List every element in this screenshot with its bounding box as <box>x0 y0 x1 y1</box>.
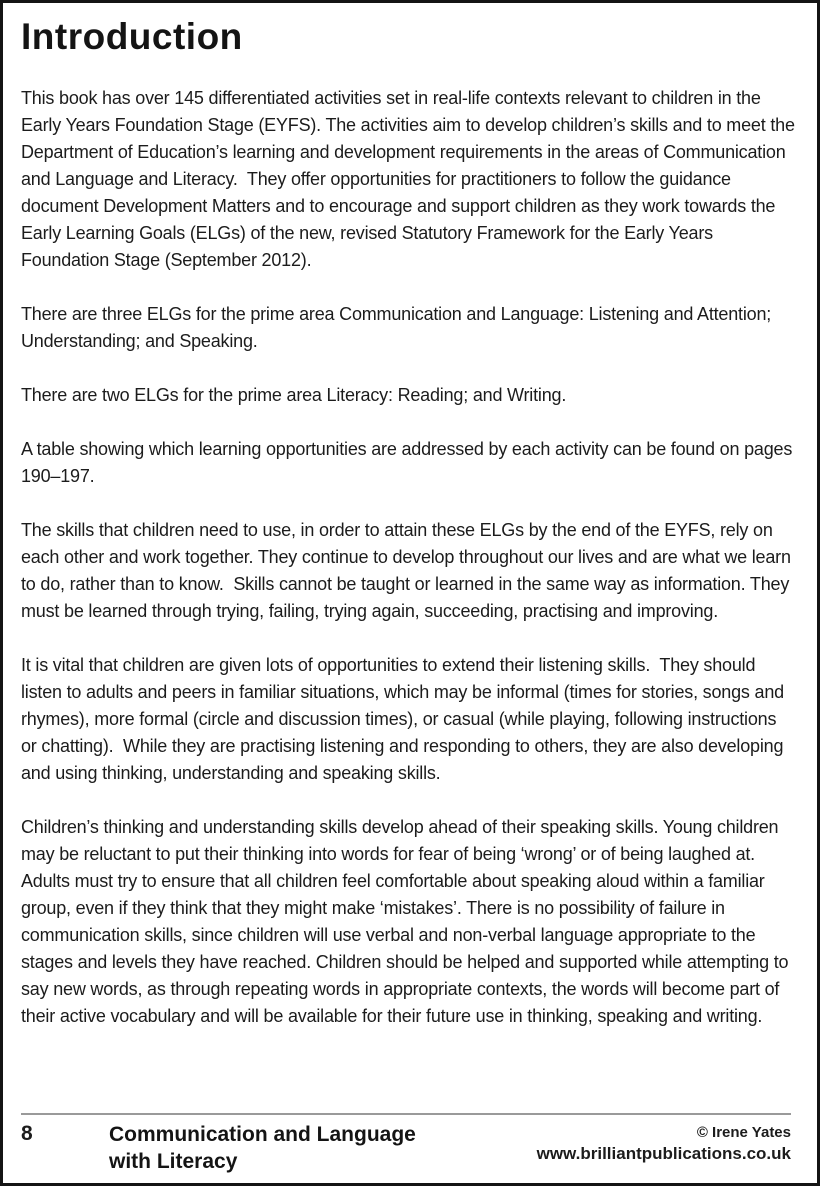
paragraph: This book has over 145 differentiated activities set in real-life contexts relevant to children in the Early Years Foundation Stage (EYFS). The activities aim to develop children’s skills and to meet the Department of Education’s learning and development requirements in the areas of Communication and Language and Literacy. They offer opportunities for practitioners to follow the guidance document Development Matters and to encourage and support children as they work towards the Early Learning Goals (ELGs) of the new, revised Statutory Framework for the Early Years Foundation Stage (September 2012). <box>21 88 800 270</box>
footer-section-title <box>109 1121 416 1175</box>
page-number: 8 <box>21 1122 33 1145</box>
footer-website: www.brilliantpublications.co.uk <box>536 1144 791 1163</box>
page-footer <box>21 1113 791 1183</box>
footer-section-title-line1: Communication and Language <box>109 1123 416 1146</box>
body-text <box>21 85 800 1030</box>
paragraph: It is vital that children are given lots of opportunities to extend their listening skills. They should listen to adults and peers in familiar situations, which may be informal (times for stories, songs and rhymes), more formal (circle and discussion times), or casual (while playing, following instructions or chatting). While they are practising listening and responding to others, they are also developing and using thinking, understanding and speaking skills. <box>21 655 789 783</box>
footer-copyright: © Irene Yates <box>696 1124 791 1141</box>
paragraph: There are three ELGs for the prime area Communication and Language: Listening and Attention; Understanding; and Speaking. <box>21 304 776 351</box>
footer-left <box>21 1121 416 1175</box>
paragraph: Children’s thinking and understanding skills develop ahead of their speaking skills. Young children may be reluctant to put their thinking into words for fear of being ‘wrong’ or of being laughed at. Adults must try to ensure that all children feel comfortable about speaking aloud within a familiar group, even if they think that they might make ‘mistakes’. There is no possibility of failure in communication skills, since children will use verbal and non-verbal language appropriate to the stages and levels they have reached. Children should be helped and supported while attempting to say new words, as through repeating words in appropriate contexts, the words will become part of their active vocabulary and will be available for their future use in thinking, speaking and writing. <box>21 817 794 1026</box>
paragraph: There are two ELGs for the prime area Literacy: Reading; and Writing. <box>21 385 567 405</box>
footer-section-title-line2: with Literacy <box>109 1150 238 1173</box>
paragraph: The skills that children need to use, in order to attain these ELGs by the end of the EYFS, rely on each other and work together. They continue to develop throughout our lives and are what we learn to do, rather than to know. Skills cannot be taught or learned in the same way as information. They must be learned through trying, failing, trying again, succeeding, practising and improving. <box>21 520 796 621</box>
paragraph: A table showing which learning opportunities are addressed by each activity can be found on pages 190–197. <box>21 439 797 486</box>
page-title: Introduction <box>21 16 243 57</box>
page-content <box>3 3 817 1113</box>
footer-right <box>537 1121 791 1165</box>
